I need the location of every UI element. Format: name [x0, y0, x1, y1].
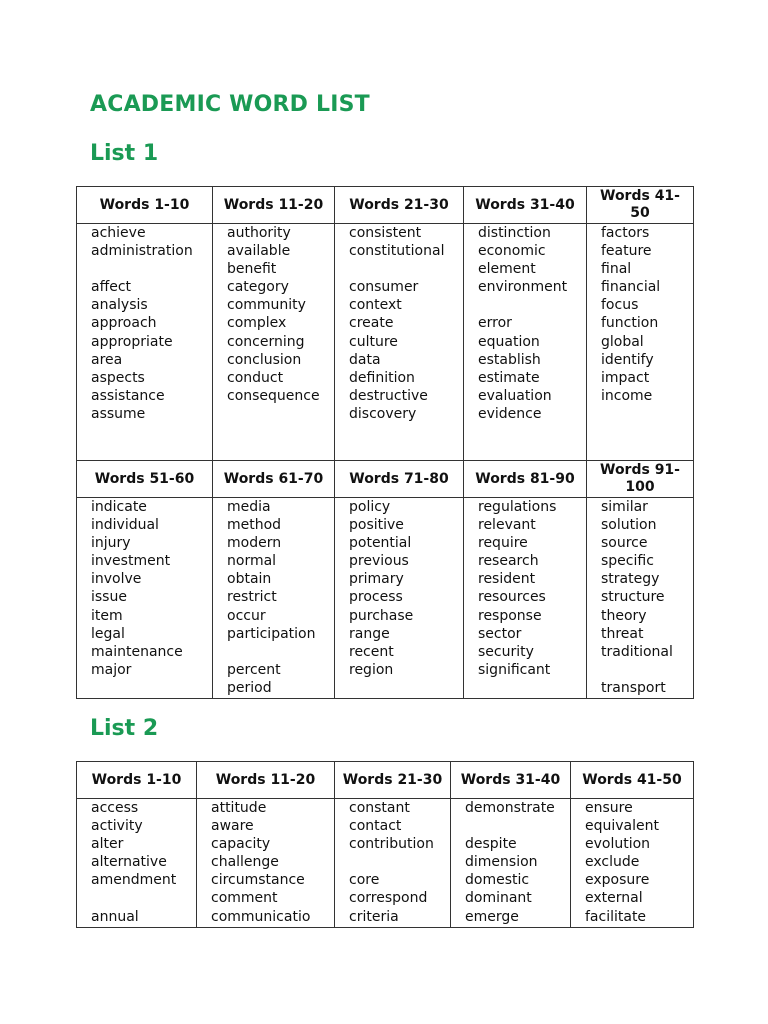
word-item: amendment [91, 872, 177, 889]
word-item: conduct [227, 369, 284, 386]
word-item: economic [478, 243, 546, 260]
word-item: contact [349, 818, 402, 835]
word-item: alter [91, 836, 124, 853]
word-item: involve [91, 571, 142, 588]
word-item: threat [601, 625, 644, 642]
word-item: achieve [91, 225, 146, 241]
column-header: Words 21-30 [335, 187, 464, 224]
list-2-table [76, 761, 694, 928]
word-item: evaluation [478, 387, 552, 404]
word-column [587, 224, 694, 461]
word-item: function [601, 315, 659, 332]
word-item: consistent [349, 225, 422, 241]
word-item: structure [601, 589, 665, 606]
word-item [478, 296, 580, 314]
word-item: analysis [91, 297, 148, 314]
word-item [601, 405, 687, 423]
word-item: conclusion [227, 351, 302, 368]
column-header: Words 41-50 [571, 762, 694, 799]
column-header: Words 31-40 [464, 187, 587, 224]
word-item: community [227, 297, 306, 314]
word-column [213, 224, 335, 461]
word-item: affect [91, 279, 132, 296]
word-item: regulations [478, 499, 557, 515]
word-item: response [478, 607, 542, 624]
word-item: assume [91, 405, 146, 422]
column-header: Words 41-50 [587, 187, 694, 224]
word-item: theory [601, 607, 647, 624]
word-column [335, 224, 464, 461]
column-header: Words 31-40 [451, 762, 571, 799]
word-column [587, 498, 694, 699]
word-item [601, 661, 687, 679]
word-item: maintenance [91, 643, 183, 660]
column-header: Words 21-30 [335, 762, 451, 799]
word-item: process [349, 589, 403, 606]
word-item: criteria [349, 908, 399, 925]
word-item: activity [91, 818, 143, 835]
word-item: evolution [585, 836, 651, 853]
word-item: exclude [585, 854, 640, 871]
word-item: primary [349, 571, 404, 588]
word-item: distinction [478, 225, 551, 241]
word-item: communicatio [211, 908, 311, 925]
word-item: alternative [91, 854, 167, 871]
word-item: category [227, 279, 289, 296]
word-item: legal [91, 625, 125, 642]
word-item: despite [465, 836, 517, 853]
word-item: specific [601, 553, 654, 570]
word-item: sector [478, 625, 522, 642]
word-column [335, 799, 451, 928]
word-item: approach [91, 315, 157, 332]
word-item: concerning [227, 333, 305, 350]
word-item: modern [227, 535, 282, 552]
word-column [335, 498, 464, 699]
word-item: facilitate [585, 908, 647, 925]
word-item: traditional [601, 643, 673, 660]
list-1-title: List 1 [90, 141, 159, 166]
column-header: Words 11-20 [213, 187, 335, 224]
word-item: area [91, 351, 123, 368]
word-item [465, 817, 564, 835]
table-header-row [77, 461, 694, 498]
word-item: indicate [91, 499, 147, 515]
word-item: discovery [349, 405, 417, 422]
word-column [464, 498, 587, 699]
word-item: definition [349, 369, 415, 386]
word-item [349, 853, 444, 871]
word-item: aware [211, 818, 254, 835]
word-item: significant [478, 661, 551, 678]
word-item: research [478, 553, 539, 570]
word-item: assistance [91, 387, 165, 404]
word-item [91, 679, 206, 697]
word-item: demonstrate [465, 800, 555, 816]
word-item: method [227, 517, 282, 534]
word-item [478, 679, 580, 697]
word-item: previous [349, 553, 409, 570]
column-header: Words 11-20 [197, 762, 335, 799]
word-item: destructive [349, 387, 428, 404]
word-item: ensure [585, 800, 633, 816]
word-item: access [91, 800, 139, 816]
word-item: complex [227, 315, 287, 332]
word-item: impact [601, 369, 650, 386]
word-item: purchase [349, 607, 414, 624]
word-item: factors [601, 225, 650, 241]
table-header-row [77, 187, 694, 224]
word-item: capacity [211, 836, 271, 853]
word-item [349, 260, 457, 278]
word-item: constant [349, 800, 410, 816]
column-header: Words 1-10 [77, 762, 197, 799]
word-item: element [478, 261, 536, 278]
word-item: global [601, 333, 644, 350]
word-item: injury [91, 535, 131, 552]
word-item: restrict [227, 589, 277, 606]
word-item: benefit [227, 261, 277, 278]
word-item: emerge [465, 908, 519, 925]
list-2-title: List 2 [90, 716, 159, 741]
word-item: potential [349, 535, 412, 552]
word-item: financial [601, 279, 661, 296]
word-item: require [478, 535, 528, 552]
word-item: recent [349, 643, 394, 660]
word-item: percent [227, 661, 281, 678]
word-column [571, 799, 694, 928]
word-item: attitude [211, 800, 267, 816]
word-column [77, 799, 197, 928]
table-row [77, 498, 694, 699]
word-item: resident [478, 571, 536, 588]
column-header: Words 71-80 [335, 461, 464, 498]
word-item: external [585, 890, 643, 907]
word-column [197, 799, 335, 928]
word-item: circumstance [211, 872, 305, 889]
table-header-row [77, 762, 694, 799]
word-item: income [601, 387, 653, 404]
word-item: appropriate [91, 333, 173, 350]
word-item: solution [601, 517, 657, 534]
word-item: consequence [227, 387, 320, 404]
word-item: correspond [349, 890, 428, 907]
word-column [464, 224, 587, 461]
word-item: source [601, 535, 648, 552]
column-header: Words 51-60 [77, 461, 213, 498]
word-item: equivalent [585, 818, 659, 835]
word-column [451, 799, 571, 928]
word-item: obtain [227, 571, 272, 588]
word-column [77, 498, 213, 699]
word-item: culture [349, 333, 398, 350]
word-item: administration [91, 243, 193, 260]
word-column [213, 498, 335, 699]
word-item: annual [91, 908, 139, 925]
word-column [77, 224, 213, 461]
word-item: period [227, 679, 272, 696]
word-item: positive [349, 517, 404, 534]
word-item: estimate [478, 369, 540, 386]
word-item: individual [91, 517, 159, 534]
word-item: contribution [349, 836, 434, 853]
word-item: context [349, 297, 402, 314]
word-item: consumer [349, 279, 419, 296]
page-title: ACADEMIC WORD LIST [90, 92, 370, 117]
word-item: aspects [91, 369, 145, 386]
word-item: environment [478, 279, 568, 296]
word-item: final [601, 261, 632, 278]
word-item: similar [601, 499, 648, 515]
word-item: region [349, 661, 394, 678]
list-1-table [76, 186, 694, 699]
word-item: error [478, 315, 512, 332]
word-item: core [349, 872, 380, 889]
word-item: media [227, 499, 271, 515]
word-item [349, 679, 457, 697]
word-item [227, 643, 328, 661]
word-item: authority [227, 225, 291, 241]
word-item: policy [349, 499, 391, 515]
word-item: major [91, 661, 132, 678]
word-item: exposure [585, 872, 650, 889]
table-row [77, 799, 694, 928]
word-item: data [349, 351, 381, 368]
word-item: occur [227, 607, 266, 624]
column-header: Words 1-10 [77, 187, 213, 224]
word-item: item [91, 607, 123, 624]
word-item: identify [601, 351, 654, 368]
word-item: available [227, 243, 291, 260]
word-item: participation [227, 625, 316, 642]
word-item: comment [211, 890, 278, 907]
word-item: focus [601, 297, 639, 314]
word-item: range [349, 625, 390, 642]
word-item: dimension [465, 854, 538, 871]
word-item: relevant [478, 517, 536, 534]
word-item: constitutional [349, 243, 445, 260]
word-item: feature [601, 243, 652, 260]
word-item: domestic [465, 872, 530, 889]
word-item: issue [91, 589, 127, 606]
word-item: establish [478, 351, 541, 368]
word-item: strategy [601, 571, 660, 588]
word-item [91, 889, 190, 907]
word-item: resources [478, 589, 546, 606]
column-header: Words 81-90 [464, 461, 587, 498]
word-item: challenge [211, 854, 279, 871]
column-header: Words 61-70 [213, 461, 335, 498]
word-item: dominant [465, 890, 532, 907]
word-item: evidence [478, 405, 542, 422]
word-item: normal [227, 553, 277, 570]
table-row [77, 224, 694, 461]
word-item: transport [601, 679, 666, 696]
word-item: investment [91, 553, 171, 570]
column-header: Words 91-100 [587, 461, 694, 498]
word-item [91, 260, 206, 278]
word-item: equation [478, 333, 540, 350]
word-item [227, 405, 328, 423]
word-item: create [349, 315, 394, 332]
word-item: security [478, 643, 534, 660]
